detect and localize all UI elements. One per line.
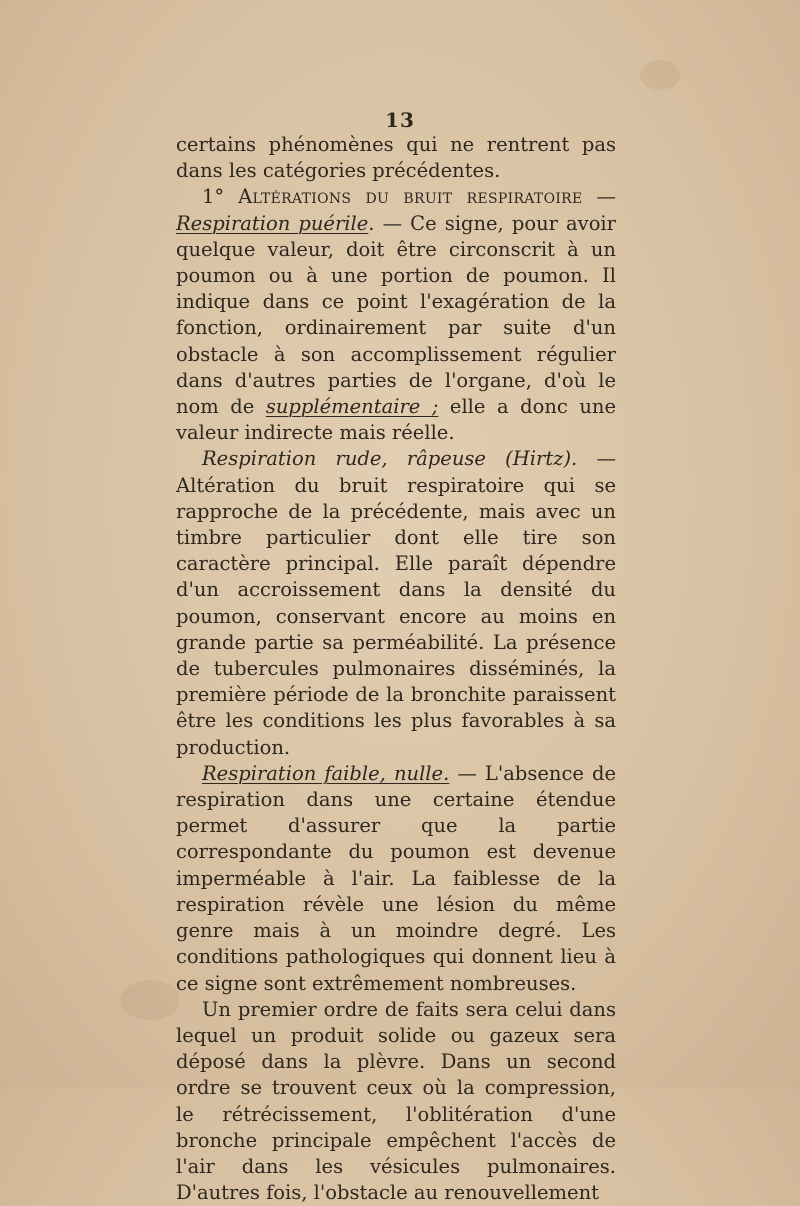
body-text bbox=[176, 132, 616, 1206]
term-respiration-rude: Respiration rude, râpeuse (Hirtz). bbox=[202, 447, 578, 471]
term-respiration-faible: Respiration faible, nulle. bbox=[202, 761, 450, 785]
term-respiration-puerile: Respiration puérile bbox=[176, 211, 369, 235]
paragraph-respiration-puerile: 1° Altérations du bruit respiratoire — Respiration puérile. — Ce signe, pour avoir quelque valeur, doit être circonscrit à un poumon ou à une portion de poumon. Il indique dans ce point l'exagération de la fonction, ordinairement par suite d'un obstacle à son accomplissement régulier dans d'autres parties de l'organe, d'où le nom de supplémentaire ; elle a donc une valeur indirecte mais réelle. bbox=[176, 185, 616, 445]
paragraph-respiration-faible: Respiration faible, nulle. — L'absence de respiration dans une certaine étendue permet d'assurer que la partie correspondante du poumon est devenue imperméable à l'air. La faiblesse de la respiration révèle une lésion du même genre mais à un moindre degré. Les conditions pathologiques qui donnent lieu à ce signe sont extrêmement nombreuses. bbox=[176, 761, 617, 995]
paragraph-respiration-rude: Respiration rude, râpeuse (Hirtz). — Altération du bruit respiratoire qui se rapproche de la précédente, mais avec un timbre particulier dont elle tire son caractère principal. Elle paraît dépendre d'un accroissement dans la densité du poumon, conservant encore au moins en grande partie sa perméabilité. La présence de tubercules pulmonaires disséminés, la première période de la bronchite paraissent être les conditions les plus favorables à sa production. bbox=[176, 447, 616, 759]
paper-stain bbox=[120, 980, 180, 1020]
section-number: 1° bbox=[202, 185, 225, 209]
page-number: 13 bbox=[385, 108, 415, 132]
paragraph-continuation: certains phénomènes qui ne rentrent pas dans les catégories précédentes. bbox=[176, 133, 616, 183]
paragraph-ordre-de-faits: Un premier ordre de faits sera celui dans lequel un produit solide ou gazeux sera déposé dans la plèvre. Dans un second ordre se trouvent ceux où la compression, le rétrécissement, l'oblitération d'une bronche principale empêchent l'accès de l'air dans les vésicules pulmonaires. D'autres fois, l'obstacle au renouvellement bbox=[176, 997, 616, 1205]
section-heading: Altérations du bruit respiratoire bbox=[238, 185, 583, 209]
paper-stain bbox=[640, 60, 680, 90]
term-supplementaire: supplémentaire ; bbox=[265, 395, 439, 419]
